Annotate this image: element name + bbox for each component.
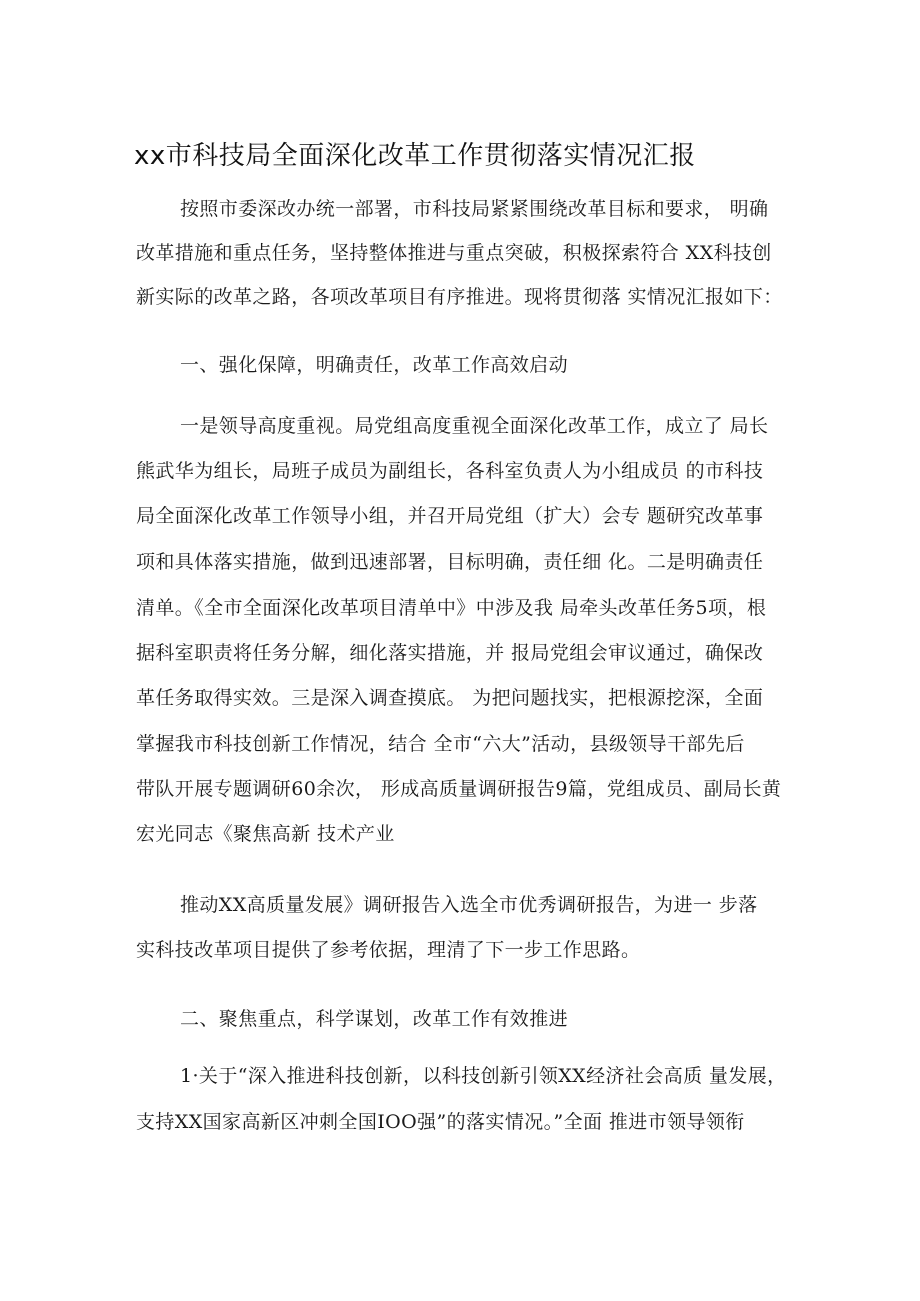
paragraph-line: 据科室职责将任务分解，细化落实措施，并 报局党组会审议通过，确保改 <box>136 642 764 664</box>
paragraph-line: 掌握我市科技创新工作情况，结合 全市“六大”活动，县级领导干部先后 <box>136 733 745 755</box>
paragraph-line: 宏光同志《聚焦高新 技术产业 <box>136 823 395 845</box>
section-heading-2: 二、聚焦重点，科学谋划，改革工作有效推进 <box>180 1008 569 1030</box>
document-title: xx市科技局全面深化改革工作贯彻落实情况汇报 <box>134 141 696 171</box>
paragraph-line: 实科技改革项目提供了参考依据，理清了下一步工作思路。 <box>136 939 641 961</box>
intro-line: 新实际的改革之路，各项改革项目有序推进。现将贯彻落 实情况汇报如下： <box>136 286 783 308</box>
intro-line: 按照市委深改办统一部署，市科技局紧紧围绕改革目标和要求， 明确 <box>180 198 769 220</box>
paragraph-line: 1·关于“深入推进科技创新，以科技创新引领XX经济社会高质 量发展， <box>180 1065 787 1087</box>
paragraph-line: 带队开展专题调研60余次， 形成高质量调研报告9篇，党组成员、副局长黄 <box>136 778 782 800</box>
paragraph-line: 一是领导高度重视。局党组高度重视全面深化改革工作，成立了 局长 <box>180 415 769 437</box>
intro-line: 改革措施和重点任务，坚持整体推进与重点突破，积极探索符合 XX科技创 <box>136 242 772 264</box>
paragraph-line: 革任务取得实效。三是深入调查摸底。 为把问题找实，把根源挖深，全面 <box>136 687 764 709</box>
paragraph-line: 推动XX高质量发展》调研报告入选全市优秀调研报告，为进一 步落 <box>180 894 758 916</box>
paragraph-line: 清单。《全市全面深化改革项目清单中》中涉及我 局牵头改革任务5项，根 <box>136 597 767 619</box>
paragraph-line: 项和具体落实措施，做到迅速部署，目标明确，责任细 化。二是明确责任 <box>136 551 764 573</box>
paragraph-line: 局全面深化改革工作领导小组，并召开局党组（扩大）会专 题研究改革事 <box>136 505 764 527</box>
section-heading-1: 一、强化保障，明确责任，改革工作高效启动 <box>180 354 569 376</box>
paragraph-line: 熊武华为组长，局班子成员为副组长，各科室负责人为小组成员 的市科技 <box>136 460 764 482</box>
paragraph-line: 支持XX国家高新区冲刺全国IOO强”的落实情况。”全面 推进市领导领衔 <box>136 1111 745 1133</box>
